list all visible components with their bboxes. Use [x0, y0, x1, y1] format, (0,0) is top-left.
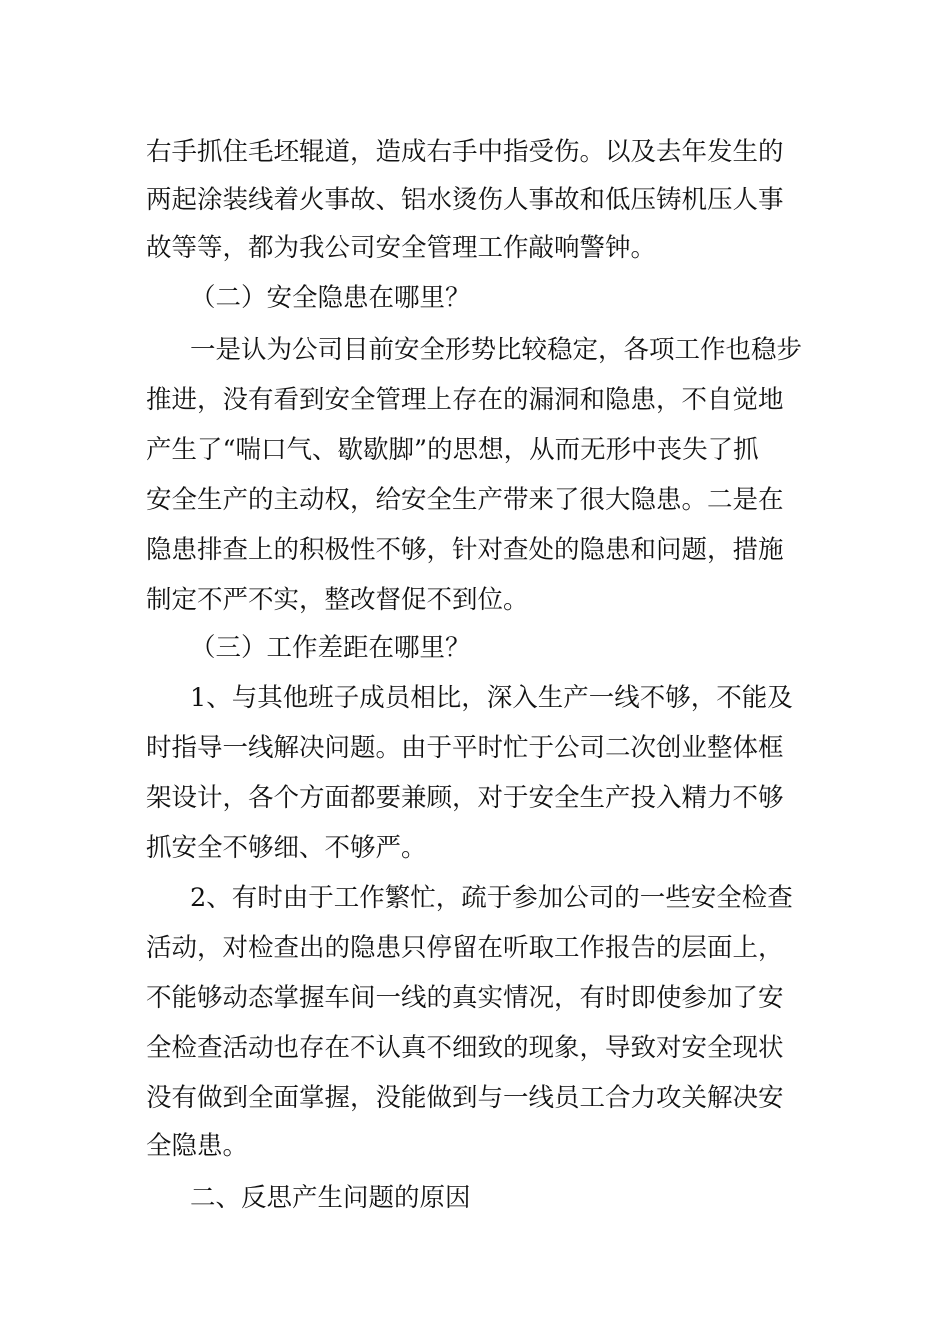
section-heading: （三）工作差距在哪里？: [190, 633, 471, 663]
text-line: 右手抓住毛坯辊道，造成右手中指受伤。以及去年发生的: [146, 137, 784, 167]
text-line: 制定不严不实，整改督促不到位。: [146, 585, 529, 615]
section-heading: （二）安全隐患在哪里？: [190, 283, 471, 313]
text-line: 不能够动态掌握车间一线的真实情况，有时即使参加了安: [146, 983, 784, 1013]
text-line: 1、与其他班子成员相比，深入生产一线不够，不能及: [190, 683, 793, 713]
text-line: 抓安全不够细、不够严。: [146, 833, 427, 863]
text-line: 2、有时由于工作繁忙，疏于参加公司的一些安全检查: [190, 883, 793, 913]
text-line: 一是认为公司目前安全形势比较稳定，各项工作也稳步: [190, 335, 803, 365]
text-line: 安全生产的主动权，给安全生产带来了很大隐患。二是在: [146, 485, 784, 515]
text-line: 产生了“喘口气、歇歇脚”的思想，从而无形中丧失了抓: [146, 435, 759, 465]
text-line: 架设计，各个方面都要兼顾，对于安全生产投入精力不够: [146, 783, 784, 813]
text-line: 全隐患。: [146, 1131, 249, 1161]
text-line: 两起涂装线着火事故、铝水烫伤人事故和低压铸机压人事: [146, 185, 784, 215]
section-heading: 二、反思产生问题的原因: [190, 1183, 471, 1213]
text-line: 推进，没有看到安全管理上存在的漏洞和隐患，不自觉地: [146, 385, 784, 415]
text-line: 没有做到全面掌握，没能做到与一线员工合力攻关解决安: [146, 1083, 784, 1113]
text-line: 活动，对检查出的隐患只停留在听取工作报告的层面上，: [146, 933, 784, 963]
text-line: 隐患排查上的积极性不够，针对查处的隐患和问题，措施: [146, 535, 784, 565]
text-line: 全检查活动也存在不认真不细致的现象，导致对安全现状: [146, 1033, 784, 1063]
text-line: 故等等，都为我公司安全管理工作敲响警钟。: [146, 233, 657, 263]
text-line: 时指导一线解决问题。由于平时忙于公司二次创业整体框: [146, 733, 784, 763]
